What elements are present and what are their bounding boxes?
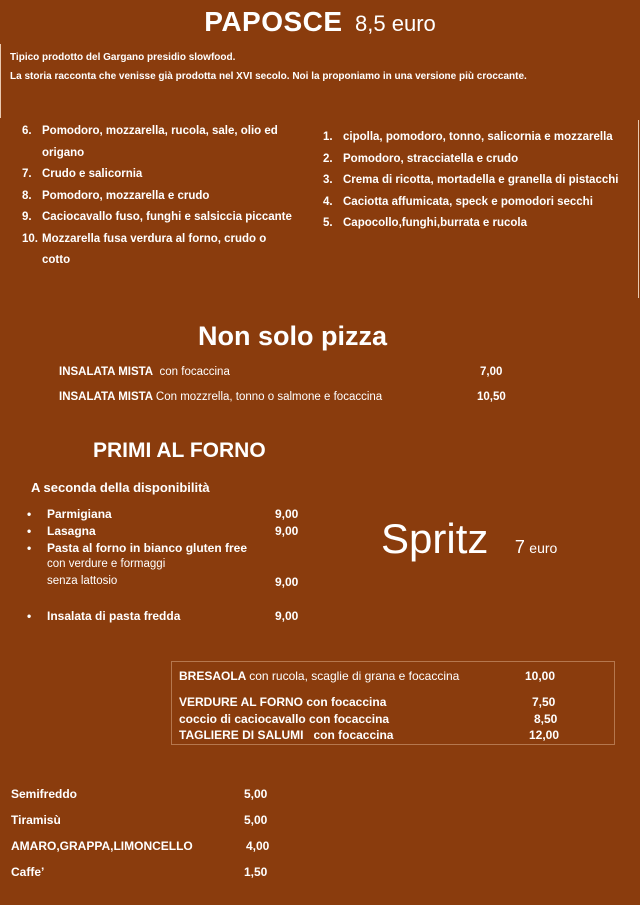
menu-price: 5,00 bbox=[244, 787, 268, 801]
paposce-list-right bbox=[323, 127, 635, 235]
item-note: senza lattosio bbox=[47, 575, 118, 587]
menu-row: VERDURE AL FORNO con focaccina bbox=[179, 695, 387, 709]
menu-price: 9,00 bbox=[275, 524, 299, 538]
drink-item: Caffe’ bbox=[11, 865, 45, 879]
spritz-unit: euro bbox=[529, 540, 558, 556]
list-item: 1. cipolla, pomodoro, tonno, salicornia e mozzarella bbox=[323, 131, 613, 143]
spritz-offer bbox=[381, 515, 557, 563]
menu-price: 4,00 bbox=[246, 839, 270, 853]
menu-row: TAGLIERE DI SALUMI con focaccina bbox=[179, 728, 394, 742]
list-item: 2. Pomodoro, stracciatella e crudo bbox=[323, 152, 519, 165]
menu-price: 10,00 bbox=[525, 669, 556, 683]
menu-price: 7,00 bbox=[480, 366, 503, 378]
list-item: 5. Capocollo,funghi,burrata e rucola bbox=[323, 217, 528, 229]
paposce-list-left bbox=[22, 121, 292, 272]
list-item: • Lasagna bbox=[27, 524, 96, 538]
spritz-price: 7 bbox=[514, 537, 525, 557]
item-note: con verdure e formaggi bbox=[47, 558, 166, 570]
list-item: 3. Crema di ricotta, mortadella e granella di pistacchi bbox=[323, 174, 619, 186]
menu-price: 12,00 bbox=[529, 728, 560, 742]
menu-price: 9,00 bbox=[275, 507, 299, 521]
non-solo-pizza-title: Non solo pizza bbox=[198, 321, 387, 351]
primi-subtitle: A seconda della disponibilità bbox=[31, 480, 210, 495]
drink-item: AMARO,GRAPPA,LIMONCELLO bbox=[11, 839, 193, 853]
list-item: • Pasta al forno in bianco gluten free bbox=[27, 541, 248, 555]
primi-title: PRIMI AL FORNO bbox=[93, 439, 266, 462]
list-item: 7. Crudo e salicornia bbox=[22, 168, 143, 180]
menu-price: 10,50 bbox=[477, 391, 506, 403]
menu-row: INSALATA MISTA con focaccina bbox=[59, 366, 230, 378]
paposce-price: 8,5 euro bbox=[355, 11, 436, 36]
menu-price: 7,50 bbox=[532, 695, 556, 709]
list-item: • Parmigiana bbox=[27, 507, 112, 521]
list-item: 4. Caciotta affumicata, speck e pomodori secchi bbox=[323, 195, 593, 208]
intro-line-2: La storia racconta che venisse già prodotta nel XVI secolo. Noi la proponiamo in una versione più croccante. bbox=[10, 71, 527, 82]
menu-row: BRESAOLA con rucola, scaglie di grana e focaccina bbox=[179, 669, 460, 683]
menu-row: coccio di caciocavallo con focaccina bbox=[179, 712, 390, 726]
menu-price: 5,00 bbox=[244, 813, 268, 827]
menu-price: 9,00 bbox=[275, 575, 299, 589]
dessert-item: Semifreddo bbox=[11, 787, 78, 801]
antipasti-box bbox=[171, 661, 615, 745]
divider bbox=[0, 44, 1, 118]
menu-price: 9,00 bbox=[275, 609, 299, 623]
paposce-title: PAPOSCE bbox=[204, 6, 343, 37]
dessert-item: Tiramisù bbox=[11, 813, 61, 827]
page-title bbox=[0, 6, 640, 38]
divider bbox=[638, 120, 639, 298]
list-item: 9. Caciocavallo fuso, funghi e salsiccia piccante bbox=[22, 211, 292, 223]
menu-price: 1,50 bbox=[244, 865, 268, 879]
list-item: • Insalata di pasta fredda bbox=[27, 609, 181, 623]
list-item: 10. Mozzarella fusa verdura al forno, crudo o cotto bbox=[22, 232, 267, 266]
menu-row: INSALATA MISTA Con mozzrella, tonno o salmone e focaccina bbox=[59, 391, 383, 403]
spritz-name: Spritz bbox=[381, 515, 489, 562]
menu-price: 8,50 bbox=[534, 712, 558, 726]
intro-line-1: Tipico prodotto del Gargano presidio slowfood. bbox=[10, 52, 236, 63]
list-item: 6. Pomodoro, mozzarella, rucola, sale, olio ed origano bbox=[22, 125, 278, 159]
list-item: 8. Pomodoro, mozzarella e crudo bbox=[22, 189, 210, 202]
